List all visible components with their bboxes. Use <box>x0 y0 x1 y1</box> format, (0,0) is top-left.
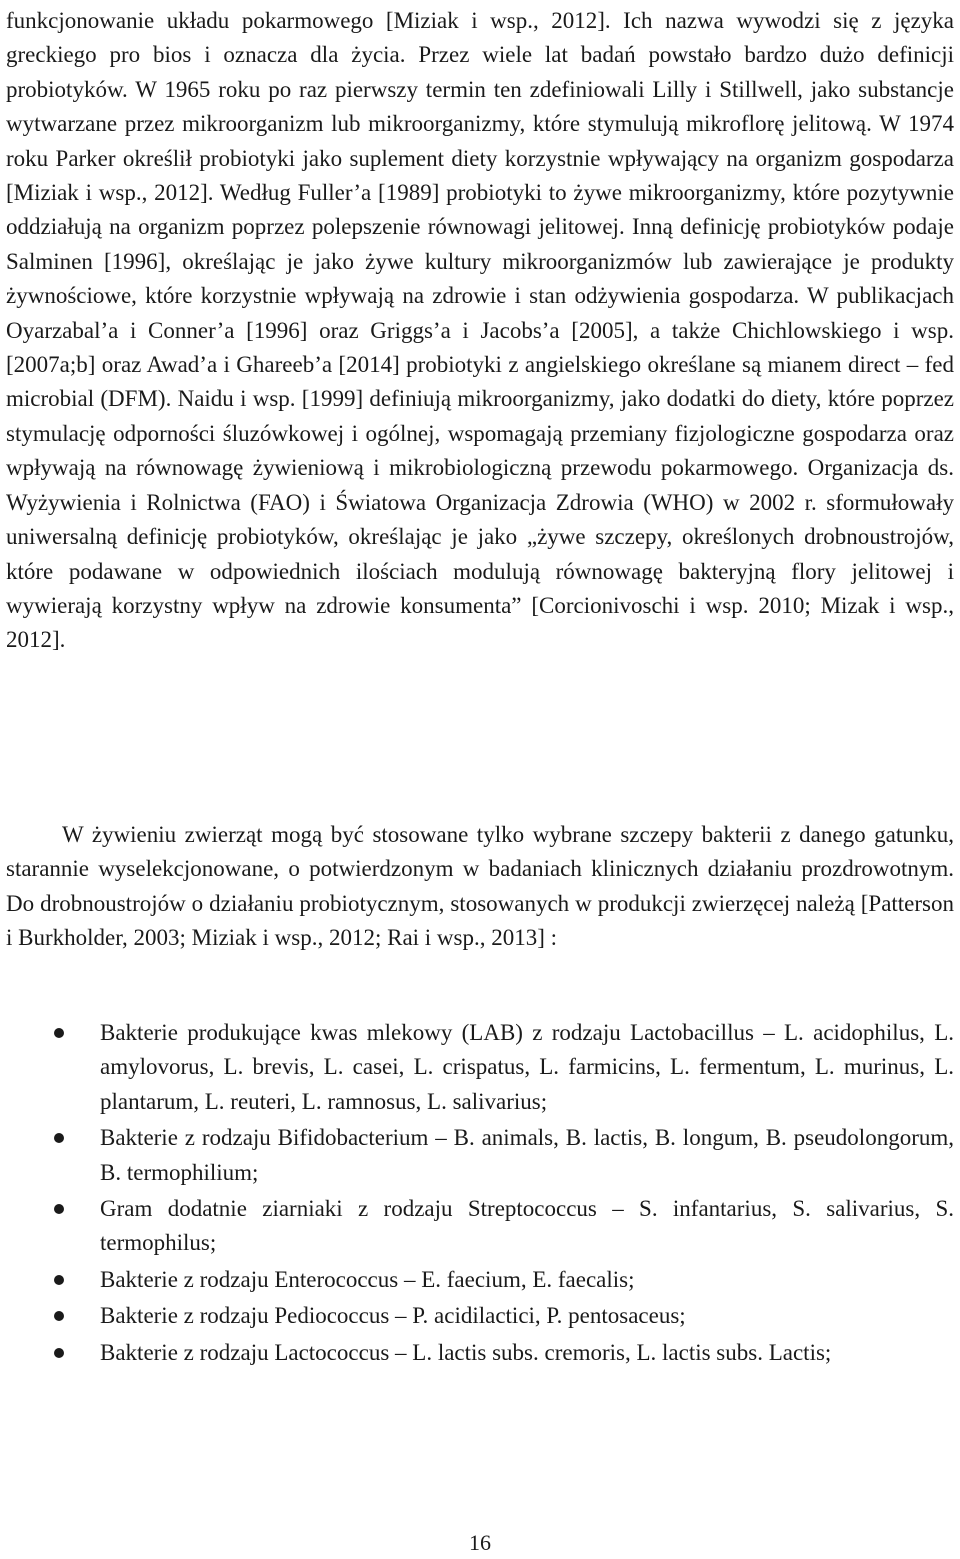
bullet-icon <box>54 1348 64 1358</box>
list-item <box>0 1121 960 1190</box>
list-item-text: Bakterie z rodzaju Pediococcus – P. acidilactici, P. pentosaceus; <box>100 1303 686 1329</box>
list-item-text: Bakterie z rodzaju Bifidobacterium – B. animals, B. lactis, B. longum, B. pseudolongorum, B. termophilium; <box>100 1125 954 1185</box>
body-paragraph-definitions: funkcjonowanie układu pokarmowego [Miziak i wsp., 2012]. Ich nazwa wywodzi się z języka greckiego pro bios i oznacza dla życia. Przez wiele lat badań powstało bardzo dużo definicji probiotyków. W 1965 roku po raz pierwszy termin ten zdefiniowali Lilly i Stillwell, jako substancje wytwarzane przez mikroorganizm lub mikroorganizmy, które stymulują mikroflorę jelitową. W 1974 roku Parker określił probiotyki jako suplement diety korzystnie wpływający na organizm gospodarza [Miziak i wsp., 2012]. Według Fuller’a [1989] probiotyki to żywe mikroorganizmy, które pozytywnie oddziałują na organizm poprzez polepszenie równowagi jelitowej. Inną definicję probiotyków podaje Salminen [1996], określając je jako żywe kultury mikroorganizmów lub zawierające je produkty żywnościowe, które korzystnie wpływają na zdrowie i stan odżywienia gospodarza. W publikacjach Oyarzabal’a i Conner’a [1996] oraz Griggs’a i Jacobs’a [2005], a także Chichlowskiego i wsp. [2007a;b] oraz Awad’a i Ghareeb’a [2014] probiotyki z angielskiego określane są mianem direct – fed microbial (DFM). Naidu i wsp. [1999] definiują mikroorganizmy, jako dodatki do diety, które poprzez stymulację odporności śluzówkowej i ogólnej, wspomagają przemiany fizjologiczne gospodarza oraz wpływają na równowagę żywieniową i mikrobiologiczną przewodu pokarmowego. Organizacja ds. Wyżywienia i Rolnictwa (FAO) i Światowa Organizacja Zdrowia (WHO) w 2002 r. sformułowały uniwersalną definicję probiotyków, określając je jako „żywe szczepy, określonych drobnoustrojów, które podawane w odpowiednich ilościach modulują równowagę bakteryjną flory jelitowej i wywierają korzystny wpływ na zdrowie konsumenta” [Corcionivoschi i wsp. 2010; Mizak i wsp., 2012]. <box>6 8 954 653</box>
list-item-text: Bakterie z rodzaju Lactococcus – L. lactis subs. cremoris, L. lactis subs. Lactis; <box>100 1339 832 1365</box>
list-item-text: Gram dodatnie ziarniaki z rodzaju Streptococcus – S. infantarius, S. salivarius, S. termophilus; <box>100 1196 954 1256</box>
bullet-icon <box>54 1028 64 1038</box>
list-item <box>0 1336 960 1370</box>
list-item <box>0 1192 960 1261</box>
list-item <box>0 1263 960 1297</box>
probiotic-strains-list <box>0 1016 960 1372</box>
bullet-icon <box>54 1311 64 1321</box>
list-item <box>0 1299 960 1333</box>
list-item <box>0 1016 960 1119</box>
bullet-icon <box>54 1275 64 1285</box>
list-item-text: Bakterie z rodzaju Enterococcus – E. faecium, E. faecalis; <box>100 1266 635 1292</box>
list-item-text: Bakterie produkujące kwas mlekowy (LAB) z rodzaju Lactobacillus – L. acidophilus, L. amylovorus, L. brevis, L. casei, L. crispatus, L. farmicins, L. fermentum, L. murinus, L. plantarum, L. reuteri, L. ramnosus, L. salivarius; <box>100 1020 954 1114</box>
bullet-icon <box>54 1204 64 1214</box>
page-number: 16 <box>469 1530 491 1555</box>
bullet-icon <box>54 1133 64 1143</box>
body-paragraph-strains-intro: W żywieniu zwierząt mogą być stosowane tylko wybrane szczepy bakterii z danego gatunku, starannie wyselekcjonowane, o potwierdzonym w badaniach klinicznych działaniu prozdrowotnym. Do drobnoustrojów o działaniu probiotycznym, stosowanych w produkcji zwierzęcej należą [Patterson i Burkholder, 2003; Miziak i wsp., 2012; Rai i wsp., 2013] : <box>6 822 954 951</box>
